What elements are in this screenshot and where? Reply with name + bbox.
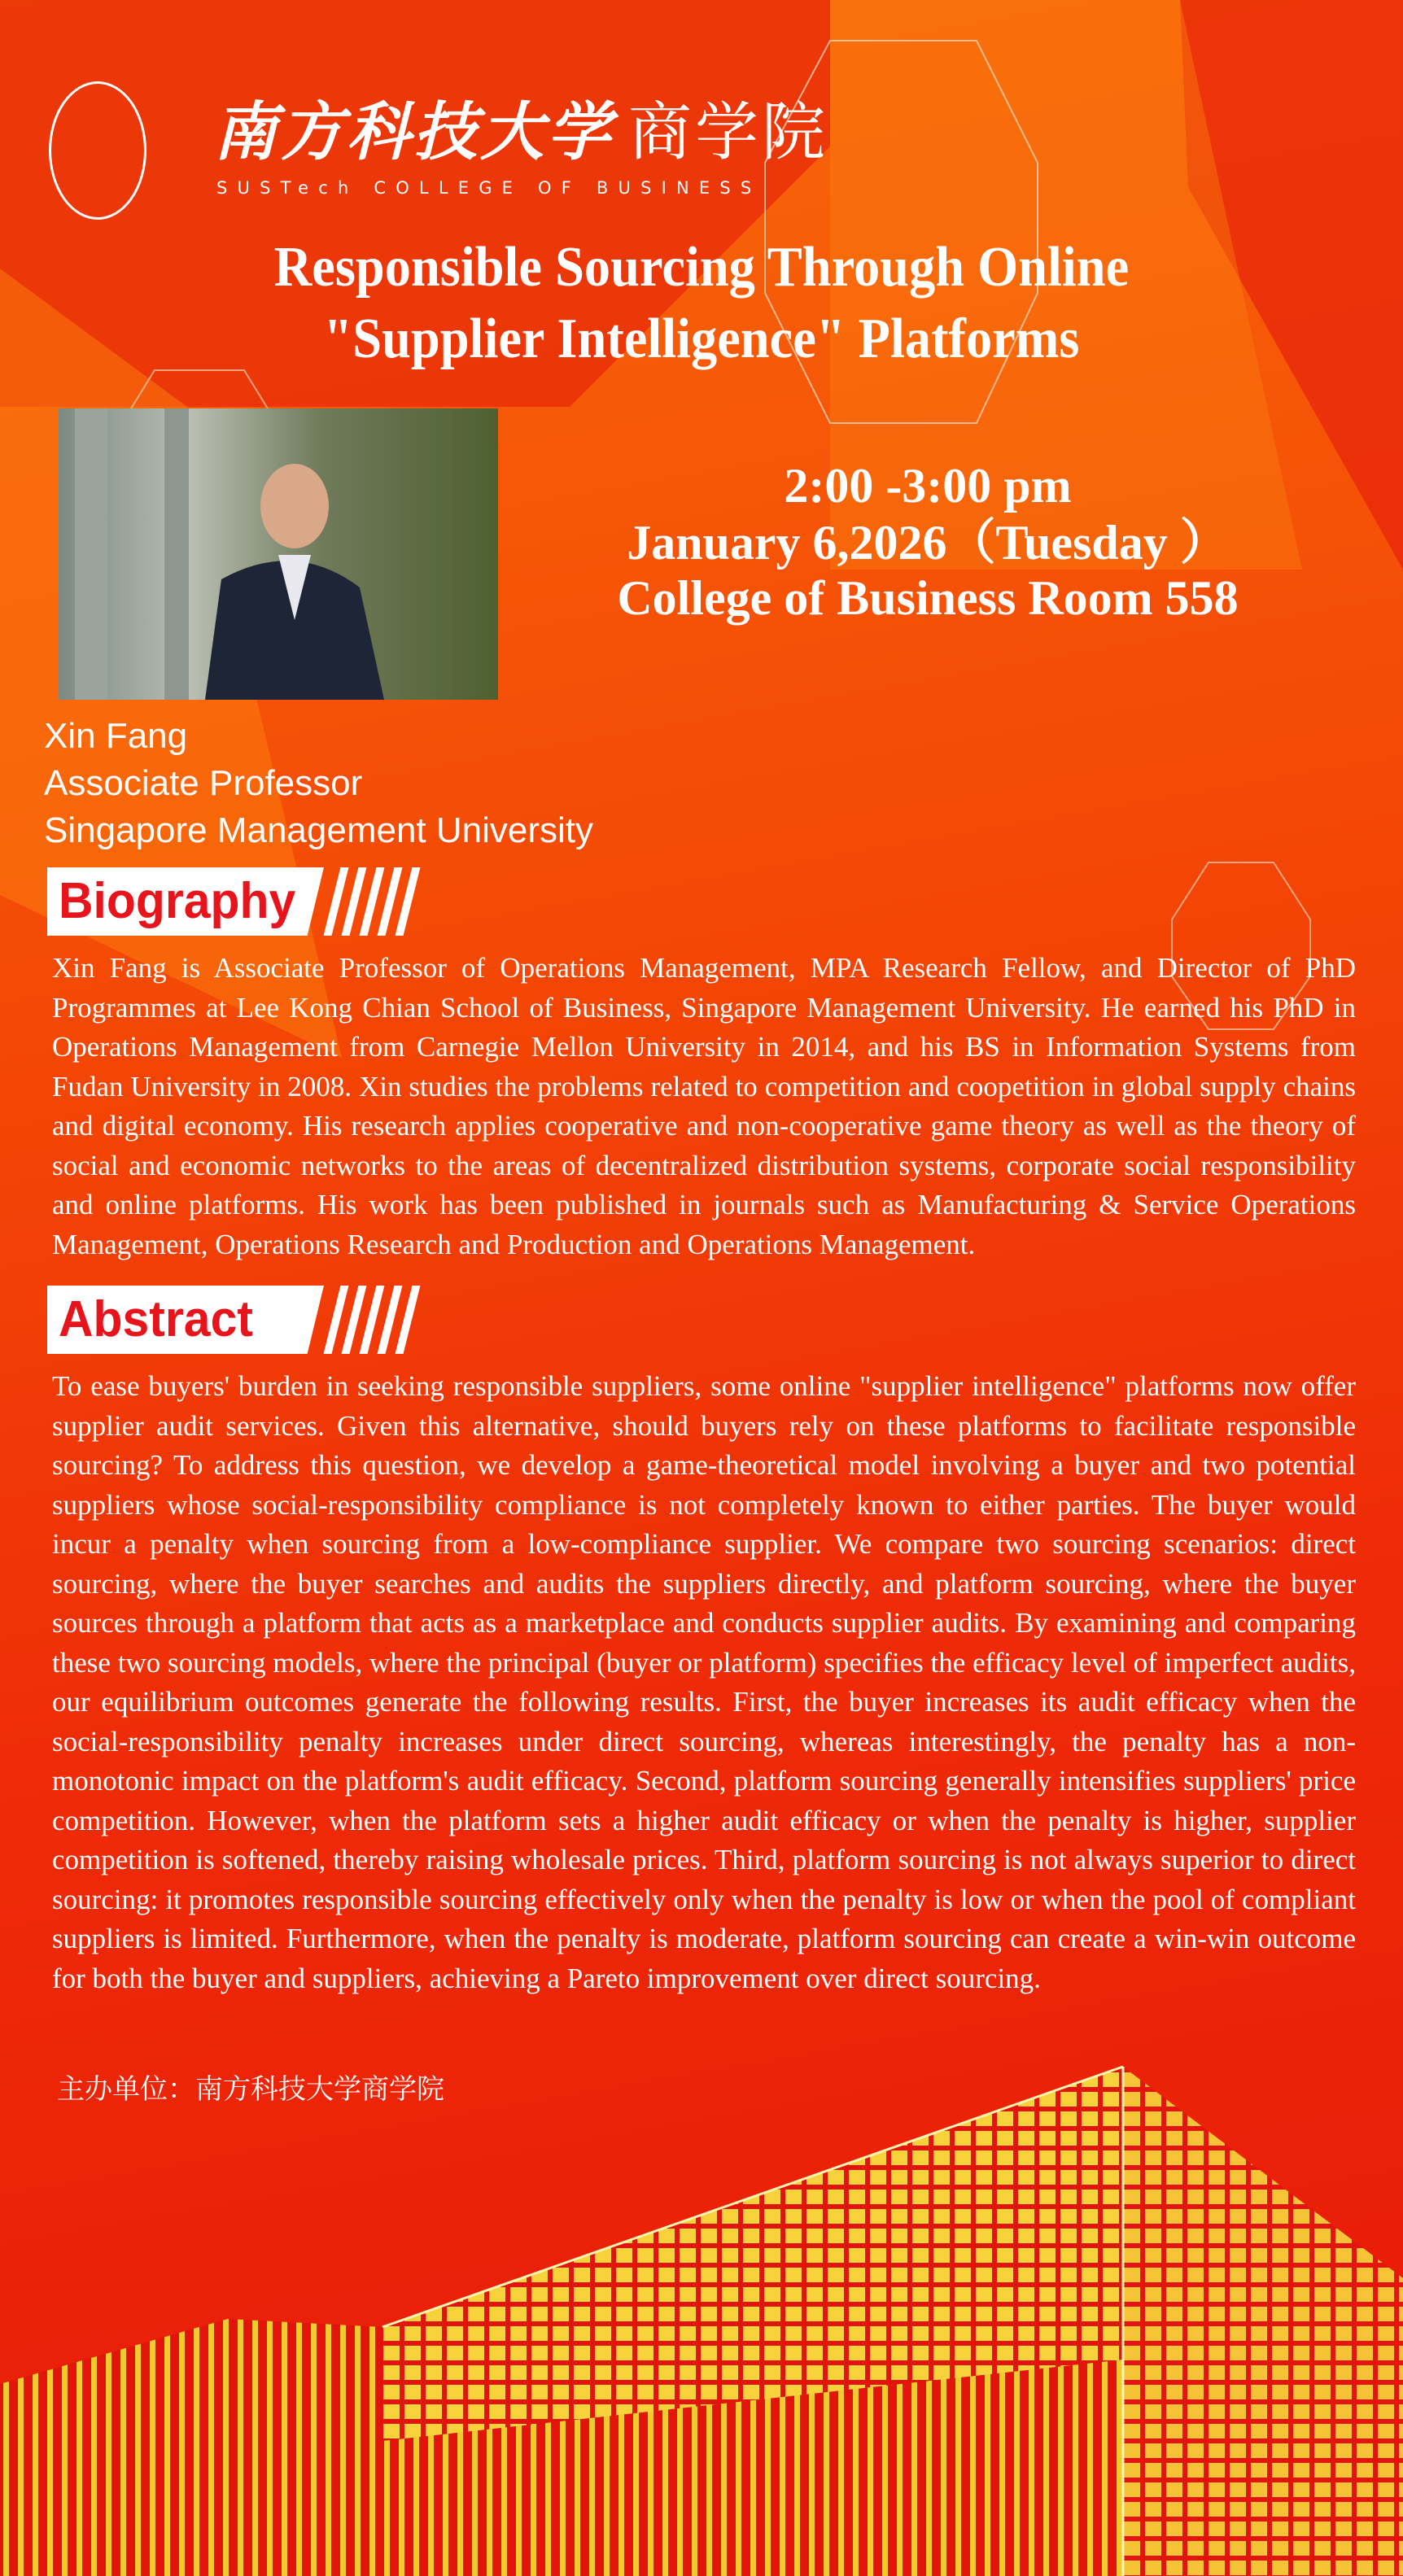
content-flow bbox=[47, 867, 1356, 2107]
biography-text: Xin Fang is Associate Professor of Operations Management, MPA Research Fellow, and Director of PhD Programmes at Lee Kong Chian School of Business, Singapore Management University. He earned his PhD in Operations Management from Carnegie Mellon University in 2014, and his BS in Information Systems from Fudan University in 2008. Xin studies the problems related to competition and coopetition in global supply chains and digital economy. His research applies cooperative and non-cooperative game theory as well as the theory of social and economic networks to the areas of decentralized distribution systems, corporate social responsibility and online platforms. His work has been published in journals such as Manufacturing & Service Operations Management, Operations Research and Production and Operations Management. bbox=[52, 952, 1356, 1260]
speaker-affiliation: Singapore Management University bbox=[44, 810, 594, 850]
speaker-position: Associate Professor bbox=[44, 763, 363, 803]
university-logo-text: 南方科技大学 商学院 bbox=[213, 95, 829, 169]
talk-title: Responsible Sourcing Through Online "Supplier Intelligence" Platforms bbox=[273, 236, 1130, 370]
speaker-name: Xin Fang bbox=[44, 716, 188, 756]
event-date: January 6,2026（Tuesday ） bbox=[627, 516, 1229, 570]
university-seal-logo bbox=[49, 81, 146, 220]
host-organizer: 主办单位：南方科技大学商学院 bbox=[57, 2073, 444, 2106]
speaker-photo bbox=[59, 408, 498, 700]
abstract-text: To ease buyers' burden in seeking responsible suppliers, some online "supplier intelligence" platforms now offer supplier audit services. Given this alternative, should buyers rely on these platforms to facilitate responsible sourcing? To address this question, we develop a game-theoretical model involving a buyer and two potential suppliers whose social-responsibility compliance is not completely known to either parties. The buyer would incur a penalty when sourcing from a low-compliance supplier. We compare two sourcing scenarios: direct sourcing, where the buyer searches and audits the suppliers directly, and platform sourcing, where the buyer sources through a platform that acts as a marketplace and conducts supplier audits. By examining and comparing these two sourcing models, where the principal (buyer or platform) specifies the efficacy level of imperfect audits, our equilibrium outcomes generate the following results. First, the buyer increases its audit efficacy when the social-responsibility penalty increases under direct sourcing, whereas interestingly, the penalty has a non-monotonic impact on the platform's audit efficacy. Second, platform sourcing generally intensifies suppliers' price competition. However, when the platform sets a higher audit efficacy or when the penalty is higher, supplier competition is softened, thereby raising wholesale prices. Third, platform sourcing is not always superior to direct sourcing: it promotes responsible sourcing effectively only when the penalty is low or when the pool of compliant suppliers is limited. Furthermore, when the penalty is moderate, platform sourcing can create a win-win outcome for both the buyer and suppliers, achieving a Pareto improvement over direct sourcing. bbox=[52, 1370, 1356, 1994]
biography-heading: Biography bbox=[47, 867, 423, 936]
event-location: College of Business Room 558 bbox=[617, 571, 1239, 625]
abstract-heading: Abstract bbox=[47, 1286, 423, 1354]
event-time: 2:00 -3:00 pm bbox=[784, 459, 1072, 513]
building-illustration bbox=[0, 2067, 1403, 2576]
college-english-name: SUSTech COLLEGE OF BUSINESS bbox=[216, 178, 762, 198]
